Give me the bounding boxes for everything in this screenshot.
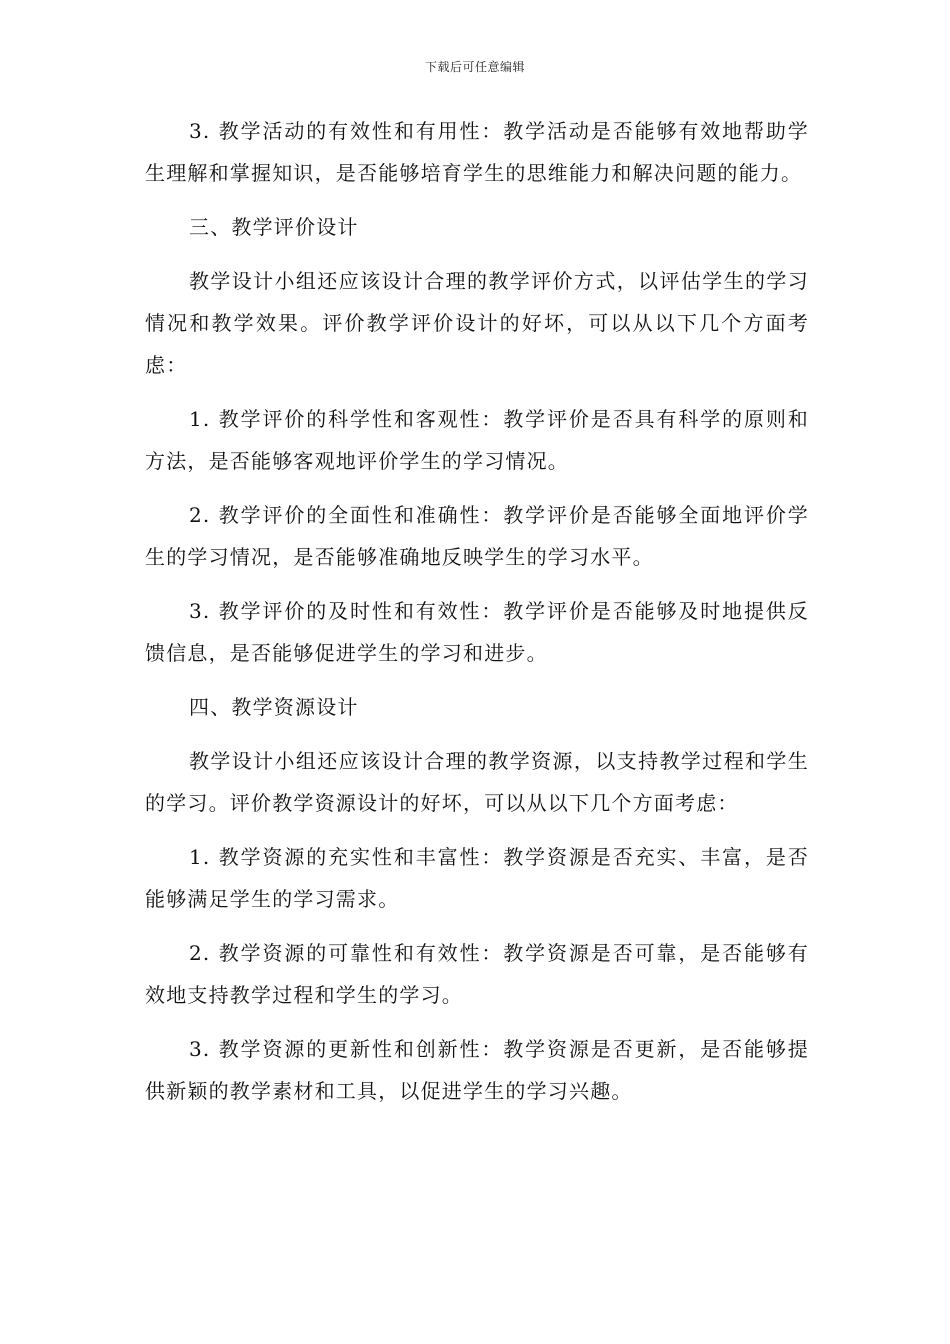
paragraph-activity-effectiveness: 3. 教学活动的有效性和有用性：教学活动是否能够有效地帮助学生理解和掌握知识，是否能够培育学生的思维能力和解决问题的能力。	[145, 119, 809, 185]
paragraph-resources-innovative: 3. 教学资源的更新性和创新性：教学资源是否更新，是否能够提供新颖的教学素材和工具，以促进学生的学习兴趣。	[145, 1037, 809, 1103]
document-body	[145, 110, 809, 1124]
section-heading-resources: 四、教学资源设计	[189, 695, 359, 719]
paragraph-evaluation-scientific: 1. 教学评价的科学性和客观性：教学评价是否具有科学的原则和方法，是否能够客观地评价学生的学习情况。	[145, 407, 809, 473]
paragraph-resources-rich: 1. 教学资源的充实性和丰富性：教学资源是否充实、丰富，是否能够满足学生的学习需求。	[145, 845, 809, 911]
page-header: 下载后可任意编辑	[424, 60, 525, 74]
paragraph-evaluation-comprehensive: 2. 教学评价的全面性和准确性：教学评价是否能够全面地评价学生的学习情况，是否能够准确地反映学生的学习水平。	[145, 503, 809, 569]
paragraph-evaluation-timely: 3. 教学评价的及时性和有效性：教学评价是否能够及时地提供反馈信息，是否能够促进学生的学习和进步。	[145, 599, 809, 665]
section-heading-evaluation: 三、教学评价设计	[189, 215, 359, 239]
paragraph-resources-intro: 教学设计小组还应该设计合理的教学资源，以支持教学过程和学生的学习。评价教学资源设计的好坏，可以从以下几个方面考虑：	[145, 749, 809, 815]
paragraph-evaluation-intro: 教学设计小组还应该设计合理的教学评价方式，以评估学生的学习情况和教学效果。评价教学评价设计的好坏，可以从以下几个方面考虑：	[145, 269, 809, 377]
paragraph-resources-reliable: 2. 教学资源的可靠性和有效性：教学资源是否可靠，是否能够有效地支持教学过程和学生的学习。	[145, 941, 809, 1007]
